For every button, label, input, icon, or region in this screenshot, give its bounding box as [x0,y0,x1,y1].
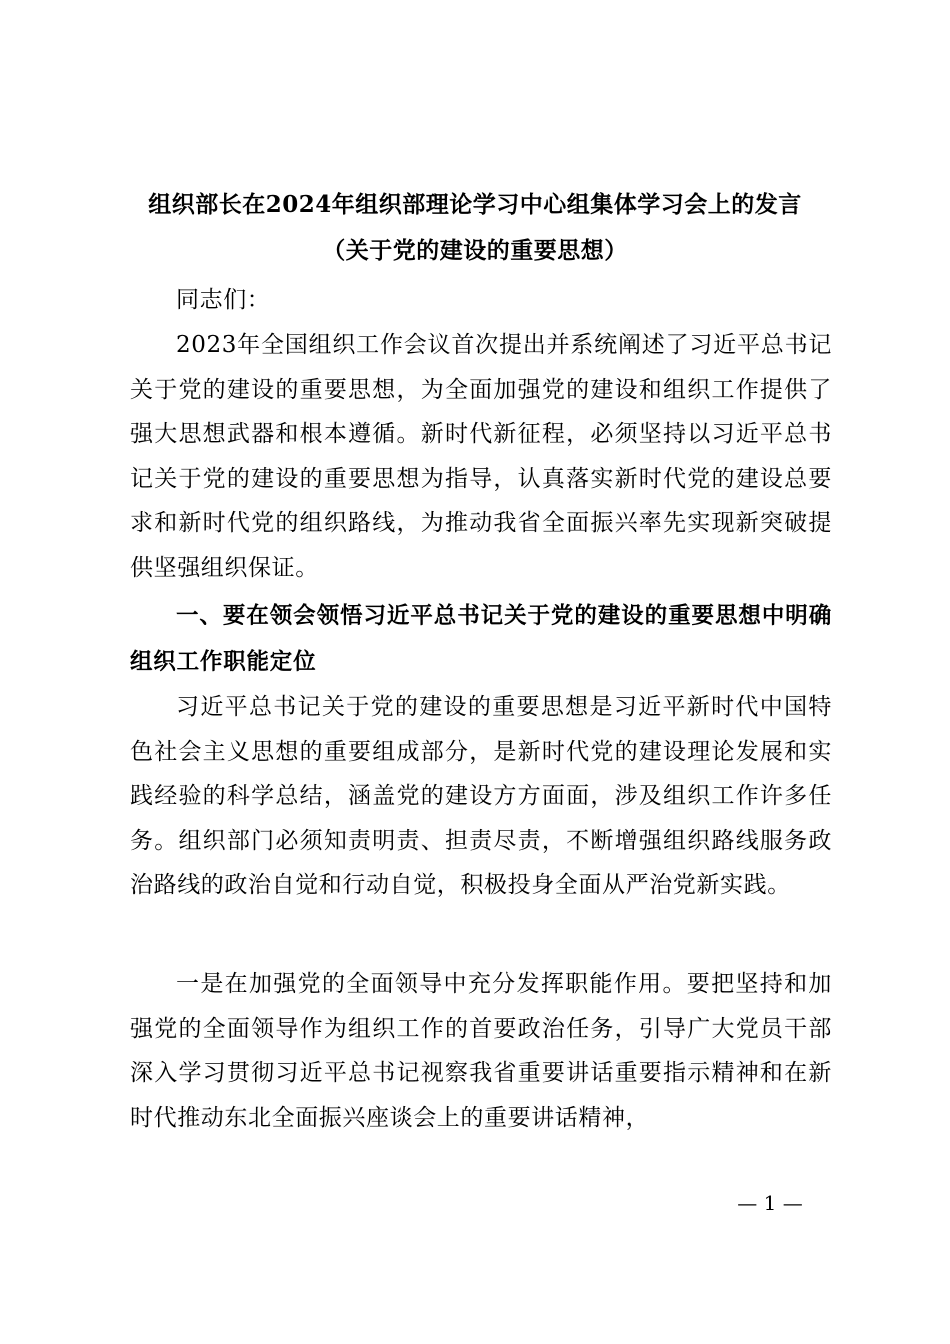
paragraph-section1: 习近平总书记关于党的建设的重要思想是习近平新时代中国特色社会主义思想的重要组成部分，是新时代党的建设理论发展和实践经验的科学总结，涵盖党的建设方方面面，涉及组织工作许多任务。组织部门必须知责明责、担责尽责，不断增强组织路线服务政治路线的政治自觉和行动自觉，积极投身全面从严治党新实践。 [130,694,832,898]
salutation: 同志们： [176,287,271,313]
document-title: 组织部长在2024年组织部理论学习中心组集体学习会上的发言 [148,191,802,218]
page-number: — 1 — [737,1191,803,1215]
section-heading-1: 一、要在领会领悟习近平总书记关于党的建设的重要思想中明确组织工作职能定位 [130,603,832,675]
paragraph-point1: 一是在加强党的全面领导中充分发挥职能作用。要把坚持和加强党的全面领导作为组织工作的首要政治任务，引导广大党员干部深入学习贯彻习近平总书记视察我省重要讲话重要指示精神和在新时代推动东北全面振兴座谈会上的重要讲话精神， [130,971,832,1131]
document-subtitle: （关于党的建设的重要思想） [322,237,628,264]
paragraph-intro: 2023年全国组织工作会议首次提出并系统阐述了习近平总书记关于党的建设的重要思想，为全面加强党的建设和组织工作提供了强大思想武器和根本遵循。新时代新征程，必须坚持以习近平总书记关于党的建设的重要思想为指导，认真落实新时代党的建设总要求和新时代党的组织路线，为推动我省全面振兴率先实现新突破提供坚强组织保证。 [130,332,832,581]
